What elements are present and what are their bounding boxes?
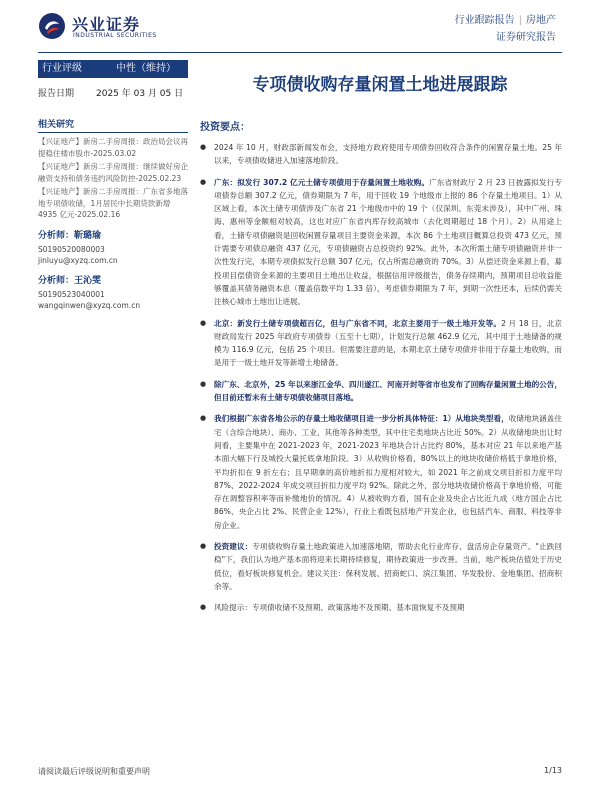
- related-research-list: [38, 136, 188, 221]
- bullet-bold-lead: 广东：拟发行 307.2 亿元土储专项债用于存量闲置土地收购。: [214, 177, 430, 187]
- key-point-bullet: [200, 540, 562, 593]
- bullet-text: 2 月 18 日，北京财政局发行 2025 年政府专项债券（五至十七期），计划发行总额 462.9 亿元，其中用于土地储备的规模为 116.9 亿元，包括 25 个项目。但需要注意的是，本期北京土储专项债并非用于存量土地收购，而是用于一级土地开发等新增土地储备。: [214, 318, 562, 368]
- logo-emblem-icon: [38, 12, 66, 40]
- key-point-bullet: [200, 176, 562, 309]
- page-footer: [38, 766, 562, 777]
- key-point-bullet: [200, 317, 562, 370]
- header-divider: [38, 52, 562, 53]
- rating-label: 行业评级: [42, 63, 82, 74]
- analyst-cert: S0190520080003: [38, 244, 105, 254]
- key-point-bullet: [200, 378, 562, 405]
- header-report-meta: 行业跟踪报告 | 房地产 证券研究报告: [455, 12, 556, 46]
- analyst-block: [38, 276, 188, 311]
- main-content: [200, 118, 562, 623]
- related-research-item[interactable]: 【兴证地产】新房二手房周报：继续做好房企融资支持和债务违约风险防控-2025.02.23: [38, 162, 188, 183]
- bullet-bold-lead: 除广东、北京外，25 年以来浙江金华、四川遂江、河南开封等省市也发布了回购存量闲置土地的公告，但目前还暂未有土储专项债收储项目落地。: [214, 379, 562, 403]
- logo-cn-text: 兴业证券: [72, 15, 141, 34]
- report-date-row: [38, 86, 188, 99]
- report-industry: 房地产: [526, 15, 556, 26]
- risk-warning-bullet: [200, 601, 562, 614]
- rating-value: 中性（维持）: [116, 63, 176, 74]
- brand-logo: [38, 10, 188, 44]
- bullet-bold-lead: 北京：新发行土储专项债超百亿，但与广东省不同，北京主要用于一级土地开发等。: [214, 318, 502, 328]
- page-number: 1/13: [544, 766, 562, 775]
- key-points-heading: 投资要点：: [200, 122, 250, 133]
- report-category: 证券研究报告: [496, 32, 556, 43]
- report-type: 行业跟踪报告: [454, 15, 515, 26]
- bullet-text: 收储地块涵盖住宅（含综合地块）、商办、工业、其他等各种类型，其中住宅类地块占比近 50%。2）从收储地块出让时间看，主要集中在 2021-2023 年，2021-2023 年地块合计占比约 80%，基本对应 21 年以来地产基本面大幅下行及城投大量托底拿地阶段。3）从收购价格看，80%以上的地块收储价格低于拿地价格，平均折扣在 9 折左右；且早期拿的高价地折扣力度相对较大，如 2021 年之前成交项目折扣力度平均 87%、2022-2024 年成交项目折扣力度平均 92%。除此之外，部分地块收储价格高于拿地价格，可能存在调整容积率等而补缴地价的情况。4）从被收购方看，国有企业及央企占比近九成（地方国企占比 86%、央企占比 2%、民营企业 12%），行业上看既包括地产开发企业，也包括汽车、商服、科技等非房企业。: [214, 414, 563, 530]
- report-title: 专项债收购存量闲置土地进展跟踪: [252, 75, 508, 95]
- analyst-cert: S0190523040001: [38, 289, 105, 299]
- related-research-item[interactable]: 【兴证地产】新房二手房周报：广东省多地落地专项债收储，1月居民中长期贷款新增 4935 亿元-2025.02.16: [38, 187, 188, 219]
- logo-en-text: INDUSTRIAL SECURITIES: [73, 32, 157, 39]
- analyst-block: [38, 231, 188, 266]
- bullet-text: 2024 年 10 月，财政部新闻发布会，支持地方政府使用专项债券回收符合条件的闲置存量土地。25 年以来，专项债收储进入加速落地阶段。: [214, 143, 562, 166]
- sidebar: [38, 60, 188, 311]
- date-value: 2025 年 03 月 05 日: [96, 89, 184, 99]
- related-research-title: 相关研究: [38, 117, 188, 133]
- analyst-email[interactable]: wangqinwen@xyzq.com.cn: [38, 300, 141, 310]
- analyst-name: 分析师：王沁雯: [38, 275, 102, 286]
- related-research-item[interactable]: 【兴证地产】新房二手房周报：政治局会议再提稳住楼市股市-2025.03.02: [38, 137, 188, 158]
- analyst-name: 分析师：靳璐瑜: [38, 230, 102, 241]
- bullet-text: 广东省财政厅 2 月 23 日披露拟发行专项债券总额 307.2 亿元，债券期限为 7 年，用于回收 19 个地级市上报的 86 个存量土地项目。1）从区域上看，本次土储专项债涉及广东省 21 个地级市中的 19 个（仅深圳、东莞未涉及），其中广州、珠海、惠州等金额相对较高，这也对应广东省内库存较高城市（去化周期超过 18 个月）。2）从用途上看，土储专项债融资是回收闲置存量项目主要资金来源，本次 86 个土地项目概算总投资 473 亿元，预计需要专项债总融资 437 亿元，专项债融资占总投资约 92%。此外，本次所需土储专项债融资并非一次性发行完，本期专项债拟发行总额 307 亿元，仅占所需总融资的 70%。3）从偿还资金来源上看，募投项目偿债资金来源的主要项目土地出让收益，根据信用评级报告，债务存续期内，预期项目总收益能够覆盖其债务融资本息（覆盖倍数平均 1.33 倍），考虑债券期限为 7 年，到期一次性还本，后续仍需关注核心城市土地出让进展。: [214, 177, 562, 307]
- footer-disclaimer: 请阅读最后评级说明和重要声明: [38, 767, 150, 776]
- rating-bar: [38, 60, 188, 78]
- key-point-bullet: [200, 141, 562, 168]
- bullet-text: 风险提示：专项债收储不及预期、政策落地不及预期、基本面恢复不及预期: [214, 603, 465, 613]
- bullet-text: 专项债收购存量土地政策进入加速落地期，帮助去化行业库存、盘活房企存量资产。"止跌回稳"下，我们认为地产基本面将迎来长期持续修复，期待政策进一步改善。当前，地产板块估值处于历史低位，看好板块修复机会。建议关注：保利发展、招商蛇口、滨江集团、华发股份、金地集团、招商积余等。: [214, 542, 562, 591]
- key-point-bullet: [200, 412, 562, 532]
- analyst-email[interactable]: jinluyu@xyzq.com.cn: [38, 255, 118, 265]
- bullet-bold-lead: 我们根据广东省各地公示的存量土地收储项目进一步分析具体特征：1）从地块类型看，: [214, 414, 509, 424]
- date-label: 报告日期: [38, 89, 75, 99]
- bullet-bold-lead: 投资建议：: [214, 542, 253, 552]
